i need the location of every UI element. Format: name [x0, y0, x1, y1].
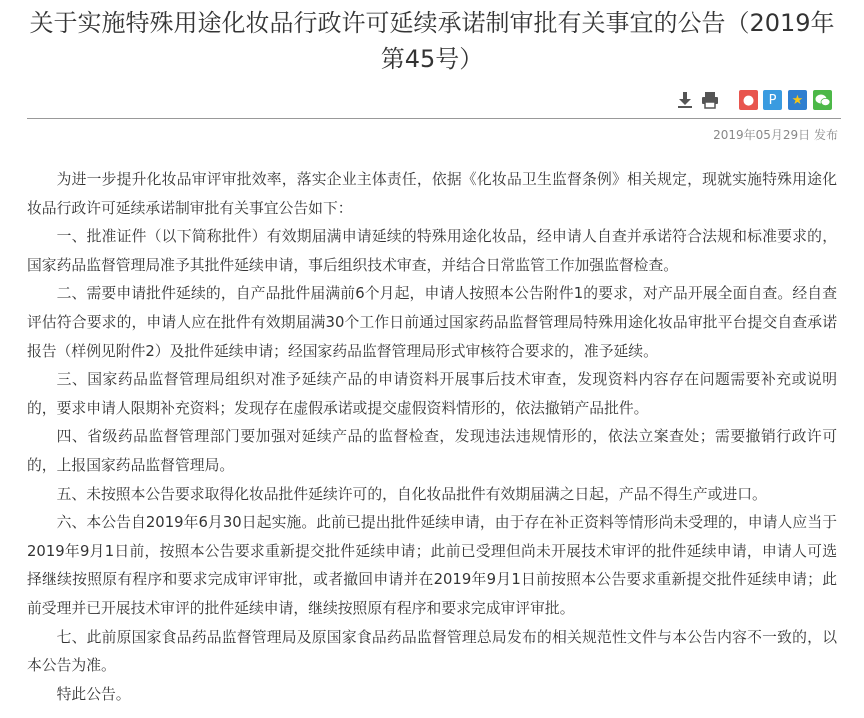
paragraph-4: 四、省级药品监督管理部门要加强对延续产品的监督检查，发现违法违规情形的，依法立案查处；需要撤销行政许可的，上报国家药品监督管理局。	[27, 428, 837, 474]
article-body	[27, 166, 837, 709]
publish-date: 2019年05月29日 发布	[713, 128, 838, 142]
paragraph-3: 三、国家药品监督管理局组织对准予延续产品的申请资料开展事后技术审查，发现资料内容存在问题需要补充或说明的，要求申请人限期补充资料；发现存在虚假承诺或提交虚假资料情形的，依法撤销产品批件。	[27, 371, 837, 417]
closing-paragraph: 特此公告。	[56, 685, 131, 703]
weibo-icon[interactable]: ●	[739, 90, 758, 110]
paragraph-7: 七、此前原国家食品药品监督管理局及原国家食品药品监督管理总局发布的相关规范性文件与本公告内容不一致的，以本公告为准。	[27, 628, 837, 675]
wechat-icon[interactable]	[813, 90, 832, 110]
toolbar	[0, 90, 864, 112]
qzone-icon[interactable]: P	[763, 90, 782, 110]
paragraph-1: 一、批准证件（以下简称批件）有效期届满申请延续的特殊用途化妆品，经申请人自查并承诺符合法规和标准要求的，国家药品监督管理局准予其批件延续申请，事后组织技术审查，并结合日常监管工作加强监督检查。	[27, 228, 837, 274]
download-icon[interactable]	[675, 90, 694, 110]
page-title: 关于实施特殊用途化妆品行政许可延续承诺制审批有关事宜的公告（2019年第45号）	[29, 9, 835, 73]
paragraph-2: 二、需要申请批件延续的，自产品批件届满前6个月起，申请人按照本公告附件1的要求，对产品开展全面自查。经自查评估符合要求的，申请人应在批件有效期届满30个工作日前通过国家药品监督管理局特殊用途化妆品审批平台提交自查承诺报告（样例见附件2）及批件延续申请；经国家药品监督管理局形式审核符合要求的，准予延续。	[27, 285, 837, 360]
paragraph-6: 六、本公告自2019年6月30日起实施。此前已提出批件延续申请，由于存在补正资料等情形尚未受理的，申请人应当于2019年9月1日前，按照本公告要求重新提交批件延续申请；此前已受理但尚未开展技术审评的批件延续申请，申请人可选择继续按照原有程序和要求完成审评审批，或者撤回申请并在2019年9月1日前按照本公告要求重新提交批件延续申请；此前受理并已开展技术审评的批件延续申请，继续按照原有程序和要求完成审评审批。	[27, 514, 837, 617]
intro-paragraph: 为进一步提升化妆品审评审批效率，落实企业主体责任，依据《化妆品卫生监督条例》相关规定，现就实施特殊用途化妆品行政许可延续承诺制审批有关事宜公告如下：	[27, 171, 837, 217]
divider	[27, 118, 841, 119]
favorite-star-icon[interactable]: ★	[788, 90, 807, 110]
paragraph-5: 五、未按照本公告要求取得化妆品批件延续许可的，自化妆品批件有效期届满之日起，产品不得生产或进口。	[56, 485, 767, 503]
print-icon[interactable]	[700, 90, 719, 110]
